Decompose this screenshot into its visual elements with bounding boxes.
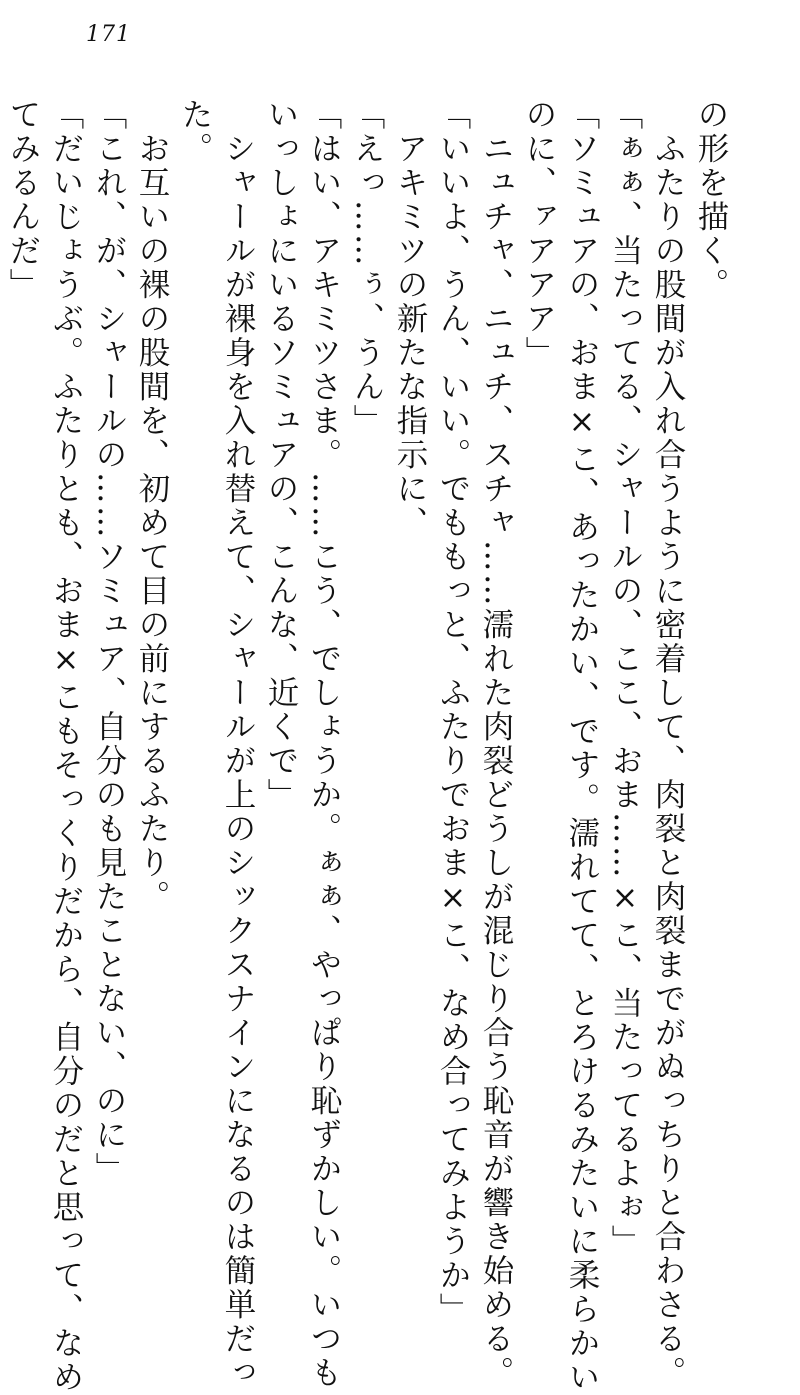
- text-line: 「いいよ、うん、いい。でももっと、ふたりでおま×こ、なめ合ってみようか」: [435, 98, 471, 1327]
- page-number: 171: [86, 22, 131, 47]
- text-line: 「ソミュアの、おま×こ、あったかい、です。濡れてて、とろけるみたいに柔らかい: [564, 98, 600, 1395]
- body-text: [1, 98, 732, 1395]
- text-line: お互いの裸の股間を、初めて目の前にするふたり。: [134, 98, 170, 914]
- text-line: 「ぁぁ、当たってる、シャールの、ここ、おま……×こ、当たってるよぉ」: [607, 98, 643, 1259]
- text-line: の形を描く。: [693, 98, 729, 302]
- text-line: 「えっ……ぅ、うん」: [349, 98, 385, 438]
- text-line: アキミツの新たな指示に、: [392, 98, 428, 540]
- text-line: のに、ァアアア」: [521, 98, 557, 370]
- text-line: ふたりの股間が入れ合うように密着して、肉裂と肉裂までがぬっちりと合わさる。: [650, 98, 686, 1390]
- text-line: ニュチャ、ニュチ、スチャ……濡れた肉裂どうしが混じり合う恥音が響き始める。: [478, 98, 514, 1390]
- text-line: シャールが裸身を入れ替えて、シャールが上のシックスナインになるのは簡単だっ: [220, 98, 256, 1390]
- text-line: た。: [177, 98, 213, 166]
- text-line: いっしょにいるソミュアの、こんな、近くで」: [263, 98, 299, 812]
- text-line: 「だいじょうぶ。ふたりとも、おま×こもそっくりだから、自分のだと思って、なめ: [48, 98, 84, 1395]
- text-line: てみるんだ」: [5, 98, 41, 302]
- text-line: 「はい、アキミツさま。……こう、でしょうか。ぁぁ、やっぱり恥ずかしい。いつも: [306, 98, 342, 1390]
- text-line: 「これ、が、シャールの……ソミュア、自分のも見たことない、のに」: [91, 98, 127, 1186]
